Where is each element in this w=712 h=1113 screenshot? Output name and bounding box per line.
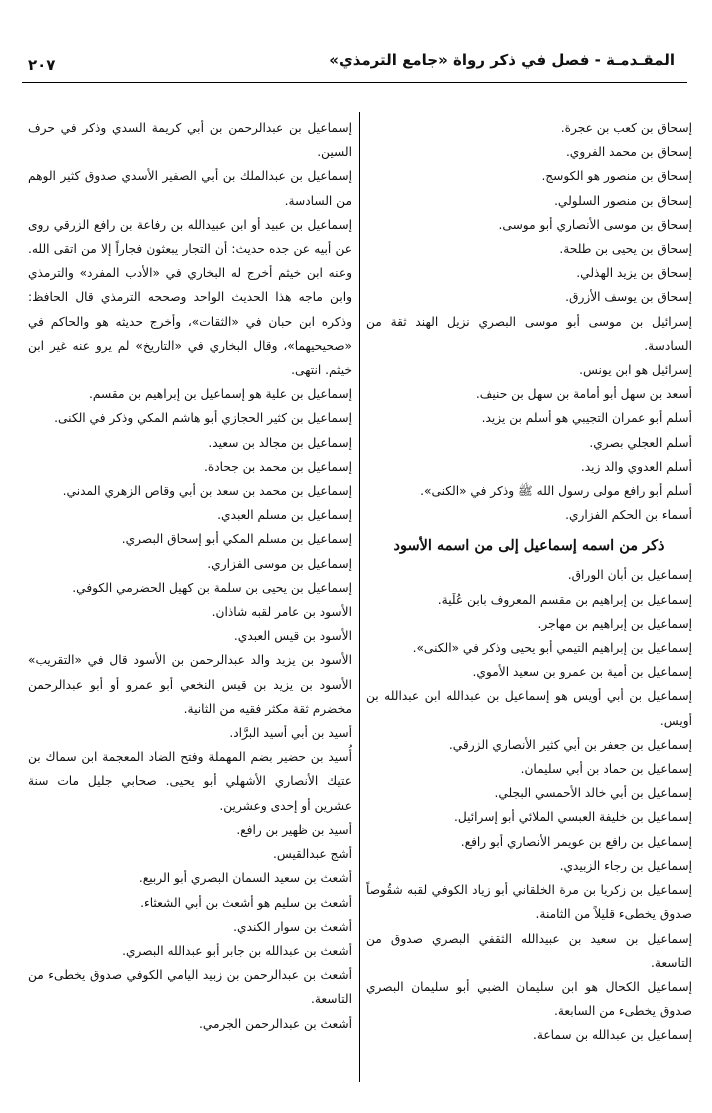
narrator-entry: أسعد بن سهل أبو أمامة بن سهل بن حنيف. (475, 387, 692, 402)
narrator-entry: إسرائيل بن موسى أبو موسى البصري نزيل الهند ثقة من السادسة. (366, 314, 692, 353)
narrator-entry: إسحاق بن يزيد الهذلي. (576, 266, 692, 281)
narrator-entry: إسرائيل هو ابن يونس. (579, 363, 692, 378)
narrator-entry: إسماعيل بن زكريا بن مرة الخلقاني أبو زياد الكوفي لقبه شقُوصاً صدوق يخطىء قليلاً من الثامنة. (366, 883, 692, 922)
narrator-entry: إسحاق بن منصور هو الكوسج. (541, 169, 692, 184)
narrator-entry: أشعث بن عبدالرحمن بن زبيد اليامي الكوفي صدوق يخطىء من التاسعة. (28, 968, 352, 1007)
narrator-entry: إسماعيل بن عبدالله بن سماعة. (532, 1028, 692, 1043)
page-header (22, 46, 687, 83)
left-entries (28, 116, 352, 1036)
narrator-entry: أسلم أبو رافع مولى رسول الله ﷺ وذكر في «الكنى». (420, 484, 692, 499)
narrator-entry: إسماعيل بن محمد بن جحادة. (203, 459, 352, 474)
narrator-entry: إسماعيل بن موسى الفزاري. (207, 556, 352, 571)
narrator-entry: إسماعيل بن حماد بن أبي سليمان. (520, 762, 692, 777)
left-column (28, 116, 352, 1036)
narrator-entry: أشعث بن سليم هو أشعث بن أبي الشعثاء. (140, 895, 352, 910)
narrator-entry: إسماعيل بن مجالد بن سعيد. (208, 435, 352, 450)
narrator-entry: إسحاق بن موسى الأنصاري أبو موسى. (498, 217, 692, 232)
narrator-entry: إسحاق بن محمد الفروي. (565, 145, 692, 160)
narrator-entry: أسيد بن ظهير بن رافع. (236, 822, 352, 837)
narrator-entry: إسماعيل بن علية هو إسماعيل بن إبراهيم بن مقسم. (89, 387, 352, 402)
column-divider (359, 112, 360, 1082)
narrator-entry: إسماعيل بن مسلم المكي أبو إسحاق البصري. (121, 532, 352, 547)
narrator-entry: إسماعيل بن إبراهيم بن مهاجر. (537, 616, 692, 631)
narrator-entry: الأسود بن عامر لقبه شاذان. (211, 605, 352, 620)
narrator-entry: أسلم العدوي والد زيد. (580, 459, 692, 474)
narrator-entry: أشعث بن عبدالله بن جابر أبو عبدالله البصري. (122, 943, 352, 958)
right-entries-after (366, 563, 692, 1047)
section-heading: ذكر من اسمه إسماعيل إلى من اسمه الأسود (393, 537, 665, 555)
narrator-entry: أسماء بن الحكم الفزاري. (565, 508, 692, 523)
narrator-entry: أسلم أبو عمران التجيبي هو أسلم بن يزيد. (481, 411, 692, 426)
narrator-entry: الأسود بن يزيد والد عبدالرحمن بن الأسود قال في «التقريب» الأسود بن يزيد بن قيس النخعي أبو عمرو أو أبو عبدالرحمن مخضرم ثقة مكثر فقيه من الثانية. (28, 653, 352, 716)
narrator-entry: إسماعيل بن أمية بن عمرو بن سعيد الأموي. (472, 665, 692, 680)
right-column (366, 116, 692, 1048)
page-number: ٢٠٧ (28, 56, 56, 74)
narrator-entry: إسماعيل بن سعيد بن عبيدالله الثقفي البصري صدوق من التاسعة. (366, 931, 692, 970)
narrator-entry: إسماعيل بن أبان الوراق. (567, 568, 692, 583)
narrator-entry: إسحاق بن منصور السلولي. (554, 193, 692, 208)
narrator-entry: أشعث بن عبدالرحمن الجرمي. (198, 1016, 352, 1031)
narrator-entry: إسماعيل بن إبراهيم بن مقسم المعروف بابن عُلَية. (437, 592, 692, 607)
narrator-entry: أسلم العجلي بصري. (589, 435, 692, 450)
narrator-entry: إسماعيل بن إبراهيم التيمي أبو يحيى وذكر في «الكنى». (412, 641, 692, 656)
narrator-entry: إسماعيل بن عبدالملك بن أبي الصفير الأسدي صدوق كثير الوهم من السادسة. (28, 169, 352, 208)
narrator-entry: إسماعيل بن مسلم العبدي. (217, 508, 352, 523)
narrator-entry: أشج عبدالقيس. (272, 847, 352, 862)
running-title: المقـدمـة - فصل في ذكر رواة «جامع الترمذي» (329, 51, 675, 69)
narrator-entry: إسماعيل بن محمد بن سعد بن أبي وقاص الزهري المدني. (62, 484, 352, 499)
narrator-entry: إسماعيل بن أبي أويس هو إسماعيل بن عبدالله ابن عبدالله بن أويس. (366, 689, 692, 728)
narrator-entry: أسيد بن أبي أسيد البرَّاد. (229, 726, 352, 741)
narrator-entry: إسماعيل بن أبي خالد الأحمسي البجلي. (494, 786, 692, 801)
narrator-entry: إسماعيل بن رجاء الزبيدي. (559, 858, 692, 873)
narrator-entry: إسماعيل الكحال هو ابن سليمان الضبي أبو سليمان البصري صدوق يخطىء من السابعة. (366, 979, 692, 1019)
narrator-entry: إسماعيل بن جعفر بن أبي كثير الأنصاري الزرقي. (448, 737, 692, 752)
narrator-entry: إسحاق بن كعب بن عجرة. (560, 121, 692, 135)
narrator-entry: الأسود بن قيس العبدي. (233, 629, 352, 644)
narrator-entry: إسماعيل بن كثير الحجازي أبو هاشم المكي وذكر في الكنى. (54, 411, 352, 426)
narrator-entry: إسحاق بن يحيى بن طلحة. (559, 242, 692, 257)
right-entries-before (366, 116, 692, 527)
narrator-entry: أُسيد بن حضير بضم المهملة وفتح الضاد المعجمة ابن سماك بن عتيك الأنصاري الأشهلي أبو يحيى. صحابي جليل مات سنة عشرين أو إحدى وعشرين. (28, 750, 352, 813)
narrator-entry: إسماعيل بن يحيى بن سلمة بن كهيل الحضرمي الكوفي. (72, 580, 352, 595)
narrator-entry: إسماعيل بن رافع بن عويمر الأنصاري أبو رافع. (460, 834, 692, 849)
narrator-entry: إسماعيل بن خليفة العبسي الملائي أبو إسرائيل. (453, 810, 692, 825)
narrator-entry: إسماعيل بن عبيد أو ابن عبيدالله بن رفاعة بن رافع الزرقي روى عن أبيه عن جده حديث: أن التجار يبعثون فجاراً إلا من اتقى الله. وعنه ابن خيثم أخرج له البخاري في «الأدب المفرد» والترمذي وابن ماجه هذا الحديث الواحد وصححه الترمذي قال الحافظ: وذكره ابن حبان في «الثقات»، وأخرج حديثه هو والحاكم في «صحيحيهما»، وقال البخاري في «التاريخ» لم يرو عنه غير ابن خيثم. انتهى. (28, 217, 352, 378)
narrator-entry: أشعث بن سوار الكندي. (233, 919, 352, 934)
narrator-entry: إسحاق بن يوسف الأزرق. (565, 290, 692, 305)
narrator-entry: إسماعيل بن عبدالرحمن بن أبي كريمة السدي وذكر في حرف السين. (28, 121, 352, 160)
narrator-entry: أشعث بن سعيد السمان البصري أبو الربيع. (138, 871, 352, 886)
